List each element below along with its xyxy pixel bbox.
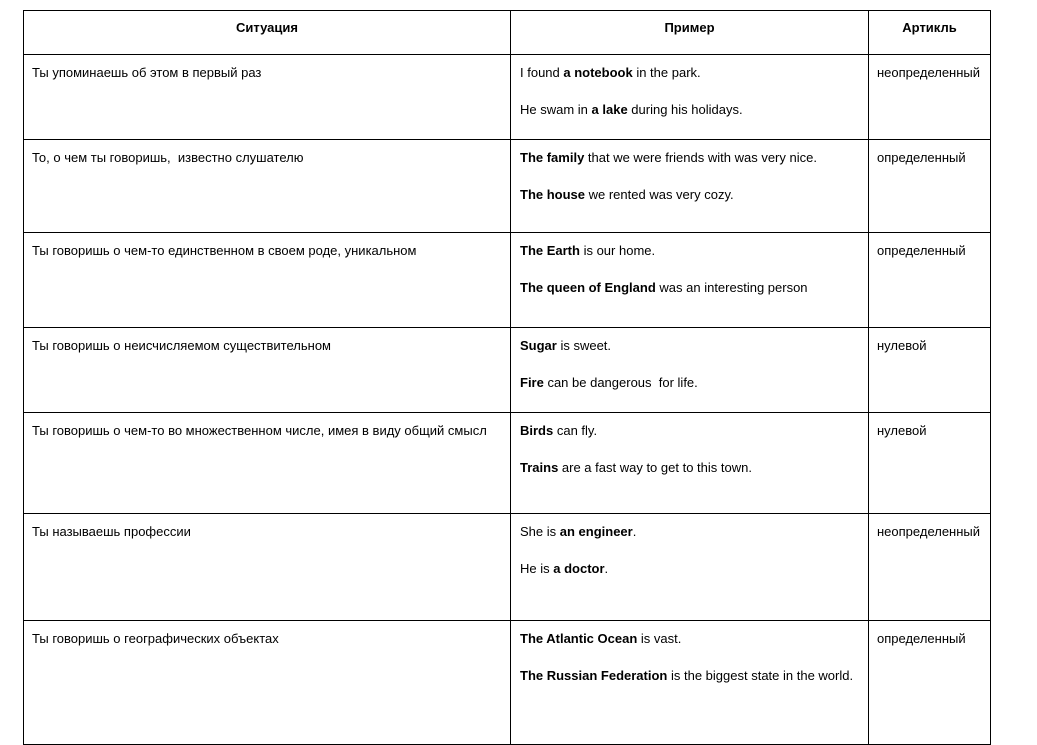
table-row [24, 55, 991, 140]
table-row [24, 233, 991, 328]
situation-text: Ты говоришь о неисчисляемом существительном [32, 338, 331, 353]
example-keyword: The Earth [520, 243, 580, 258]
example-text: is vast. [637, 631, 682, 646]
example-sentence [520, 150, 860, 165]
article-type: неопределенный [877, 65, 981, 80]
example-sentence [520, 102, 860, 117]
header-article: Артикль [869, 11, 991, 55]
article-cell [869, 233, 991, 328]
example-text: She is [520, 524, 560, 539]
example-sentence [520, 375, 860, 390]
article-cell [869, 621, 991, 745]
example-text: we rented was very cozy. [585, 187, 734, 202]
situation-cell [24, 328, 511, 413]
example-text: that we were friends with was very nice. [584, 150, 817, 165]
example-cell [511, 621, 869, 745]
article-type: нулевой [877, 423, 927, 438]
articles-table [23, 10, 991, 745]
situation-text: Ты упоминаешь об этом в первый раз [32, 65, 262, 80]
situation-text: То, о чем ты говоришь, известно слушателю [32, 150, 304, 165]
example-sentence [520, 187, 860, 202]
article-type: определенный [877, 243, 966, 258]
situation-text: Ты называешь профессии [32, 524, 191, 539]
situation-cell [24, 233, 511, 328]
situation-cell [24, 140, 511, 233]
example-keyword: a doctor [553, 561, 605, 576]
header-situation: Ситуация [24, 11, 511, 55]
example-text: during his holidays. [627, 102, 743, 117]
example-sentence [520, 561, 860, 576]
table-row [24, 621, 991, 745]
table-row [24, 140, 991, 233]
example-keyword: The Atlantic Ocean [520, 631, 638, 646]
example-text: is sweet. [556, 338, 612, 353]
situation-cell [24, 413, 511, 514]
example-text: I found [520, 65, 564, 80]
example-sentence [520, 524, 860, 539]
example-sentence [520, 243, 860, 258]
table-row [24, 514, 991, 621]
example-keyword: The queen of England [520, 280, 656, 295]
example-sentence [520, 460, 860, 475]
situation-cell [24, 55, 511, 140]
article-cell [869, 514, 991, 621]
example-keyword: The family [520, 150, 585, 165]
table-row [24, 413, 991, 514]
article-cell [869, 413, 991, 514]
situation-text: Ты говоришь о чем-то единственном в своем роде, уникальном [32, 243, 417, 258]
example-text: can fly. [553, 423, 598, 438]
example-sentence [520, 280, 860, 295]
example-sentence [520, 423, 860, 438]
example-sentence [520, 65, 860, 80]
example-cell [511, 140, 869, 233]
situation-cell [24, 514, 511, 621]
example-text: He swam in [520, 102, 592, 117]
example-keyword: Birds [520, 423, 554, 438]
example-sentence [520, 668, 860, 683]
example-keyword: The house [520, 187, 586, 202]
example-cell [511, 55, 869, 140]
example-sentence [520, 631, 860, 646]
example-cell [511, 514, 869, 621]
article-cell [869, 140, 991, 233]
header-row [24, 11, 991, 55]
article-cell [869, 328, 991, 413]
example-keyword: The Russian Federation [520, 668, 668, 683]
situation-text: Ты говоришь о географических объектах [32, 631, 279, 646]
situation-cell [24, 621, 511, 745]
example-text: . [632, 524, 637, 539]
example-text: . [604, 561, 609, 576]
table-row [24, 328, 991, 413]
example-keyword: an engineer [559, 524, 633, 539]
article-type: неопределенный [877, 524, 981, 539]
example-text: He is [520, 561, 554, 576]
article-type: нулевой [877, 338, 927, 353]
example-text: is the biggest state in the world. [667, 668, 854, 683]
example-keyword: Fire [520, 375, 544, 390]
example-sentence [520, 338, 860, 353]
example-keyword: a lake [591, 102, 628, 117]
example-cell [511, 328, 869, 413]
header-example: Пример [511, 11, 869, 55]
example-cell [511, 233, 869, 328]
example-keyword: Trains [520, 460, 559, 475]
example-text: in the park. [632, 65, 701, 80]
example-text: are a fast way to get to this town. [558, 460, 752, 475]
situation-text: Ты говоришь о чем-то во множественном числе, имея в виду общий смысл [32, 423, 487, 438]
example-keyword: Sugar [520, 338, 557, 353]
article-cell [869, 55, 991, 140]
article-type: определенный [877, 631, 966, 646]
example-text: can be dangerous for life. [543, 375, 698, 390]
article-type: определенный [877, 150, 966, 165]
example-keyword: a notebook [563, 65, 633, 80]
example-text: is our home. [579, 243, 656, 258]
example-cell [511, 413, 869, 514]
example-text: was an interesting person [655, 280, 808, 295]
